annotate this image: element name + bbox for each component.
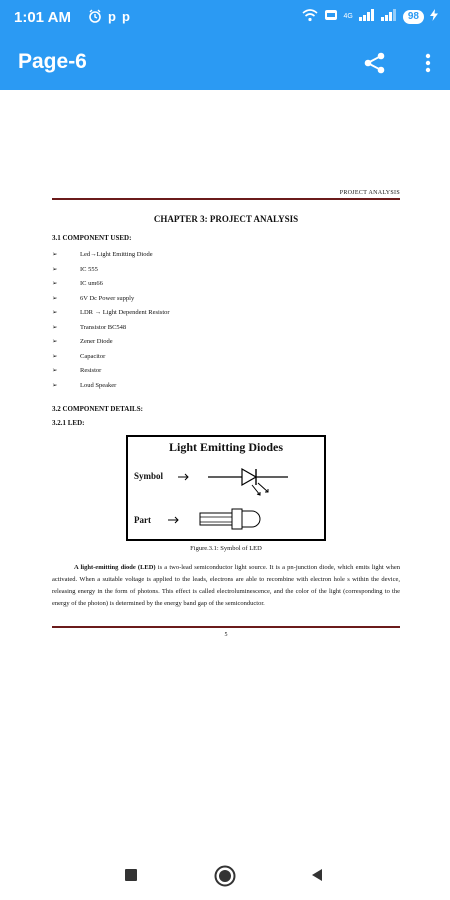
led-triangle — [242, 469, 256, 485]
bullet-arrow-icon: ➢ — [52, 251, 58, 258]
list-item: ➢ Zener Diode — [52, 335, 400, 350]
led-leg-outline — [200, 513, 232, 525]
component-list — [52, 248, 400, 393]
status-right-icons — [302, 8, 438, 25]
recents-button[interactable] — [124, 868, 138, 887]
wifi-icon — [302, 8, 318, 25]
list-item: ➢ Resistor — [52, 364, 400, 379]
bullet-arrow-icon: ➢ — [52, 381, 58, 389]
page-number: 5 — [224, 632, 228, 638]
led-description — [52, 562, 400, 610]
list-item: ➢ Loud Speaker — [52, 379, 400, 394]
network-type-label: 4G — [343, 13, 353, 20]
section-heading: 3.1 COMPONENT USED: — [52, 234, 132, 242]
vowifi-icon — [324, 8, 338, 25]
list-item: ➢ Led→Light Emitting Diode — [52, 248, 400, 263]
light-ray-arrow — [258, 483, 268, 492]
charging-bolt-icon — [430, 9, 438, 24]
battery-level: 98 — [403, 10, 424, 24]
paragraph-lead: A light-emitting diode (LED) — [74, 564, 156, 571]
light-ray-arrow — [252, 485, 260, 495]
header-rule — [52, 198, 400, 200]
figure-symbol-label: Symbol — [134, 471, 164, 481]
paragraph-body: is a two-lead semiconductor light source. It is a pn-junction diode, which emits light when activated. When a suitable voltage is applied to the leads, electrons are able to recombine with electron hole s within the device, releasing energy in the form of photons. This effect is called electroluminescence, and the color of the light (corresponding to the energy of the photon) is determined by the energy band gap of the semiconductor. — [52, 564, 400, 607]
status-left-icons — [88, 9, 130, 26]
figure-part-label: Part — [134, 515, 151, 525]
bullet-arrow-icon: ➢ — [52, 280, 58, 287]
subsection-heading: 3.2.1 LED: — [52, 419, 85, 427]
led-dome — [242, 511, 260, 527]
more-vertical-icon[interactable] — [422, 50, 434, 76]
bullet-arrow-icon: ➢ — [52, 338, 58, 345]
bullet-arrow-icon: ➢ — [52, 367, 58, 374]
running-header: PROJECT ANALYSIS — [339, 190, 400, 196]
figure-title: Light Emitting Diodes — [168, 440, 283, 454]
figure-caption: Figure.3.1: Symbol of LED — [190, 545, 262, 552]
status-time: 1:01 AM — [14, 9, 71, 26]
led-diagram — [128, 437, 324, 539]
notification-p-icon: p — [108, 9, 116, 24]
signal-icon — [359, 9, 375, 24]
status-bar — [0, 0, 450, 36]
section-heading: 3.2 COMPONENT DETAILS: — [52, 405, 143, 413]
chapter-title: CHAPTER 3: PROJECT ANALYSIS — [153, 214, 299, 224]
symbol-pointer-arrow — [178, 474, 188, 480]
page-title: Page-6 — [18, 50, 87, 73]
signal-icon — [381, 9, 397, 24]
bullet-arrow-icon: ➢ — [52, 309, 58, 316]
led-rim — [232, 509, 242, 529]
alarm-icon — [88, 9, 102, 26]
footer-rule — [52, 626, 400, 628]
pdf-page[interactable] — [52, 190, 400, 638]
bullet-arrow-icon: ➢ — [52, 265, 58, 273]
list-item: ➢ LDR → Light Dependent Resistor — [52, 306, 400, 321]
bullet-arrow-icon: ➢ — [52, 352, 58, 360]
bullet-arrow-icon: ➢ — [52, 294, 58, 302]
home-button[interactable] — [214, 865, 236, 892]
share-icon[interactable] — [362, 50, 388, 76]
list-item: ➢ 6V Dc Power supply — [52, 292, 400, 307]
led-figure — [126, 435, 326, 541]
part-pointer-arrow — [168, 517, 178, 523]
bullet-arrow-icon: ➢ — [52, 323, 58, 331]
list-item: ➢ Capacitor — [52, 350, 400, 365]
list-item: ➢ IC um66 — [52, 277, 400, 292]
list-item: ➢ Transistor BC548 — [52, 321, 400, 336]
navigation-bar — [0, 852, 450, 900]
back-button[interactable] — [310, 868, 324, 887]
list-item: ➢ IC 555 — [52, 263, 400, 278]
app-bar — [0, 36, 450, 90]
notification-p-icon: p — [121, 9, 130, 24]
